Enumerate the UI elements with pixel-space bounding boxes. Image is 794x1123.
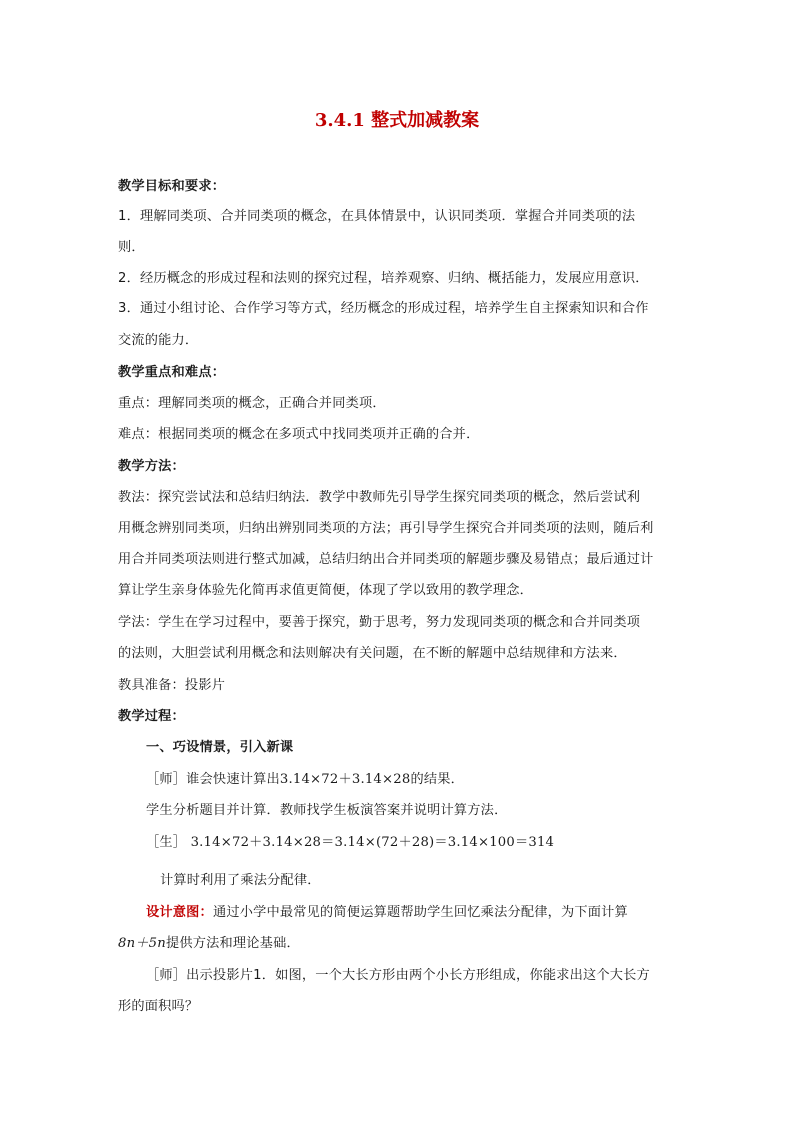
design-intent-text-2: 提供方法和理论基础． bbox=[165, 936, 300, 951]
design-intent-text: 通过小学中最常见的简便运算题帮助学生回忆乘法分配律，为下面计算 bbox=[212, 905, 628, 920]
section-heading-method: 教学方法： bbox=[118, 459, 185, 474]
distributive-note: 计算时利用了乘法分配律． bbox=[160, 873, 321, 888]
learning-method-line-2: 的法则，大胆尝试利用概念和法则解决有关问题，在不断的解题中总结规律和方法来． bbox=[118, 646, 627, 661]
teacher-question-suffix: 的结果． bbox=[410, 772, 465, 787]
student-answer bbox=[146, 834, 706, 852]
slide-question-line-1: ［师］出示投影片1．如图，一个大长方形由两个小长方形组成，你能求出这个大长方 bbox=[146, 968, 650, 983]
key-point: 重点：理解同类项的概念，正确合并同类项． bbox=[118, 396, 386, 411]
slide-question-line-2: 形的面积吗？ bbox=[118, 999, 199, 1014]
goal-2: 2．经历概念的形成过程和法则的探究过程，培养观察、归纳、概括能力，发展应用意识． bbox=[118, 271, 649, 286]
student-answer-expression: 3.14×72＋3.14×28＝3.14×(72＋28)＝3.14×100＝314 bbox=[190, 835, 555, 850]
step-1-heading: 一、巧设情景，引入新课 bbox=[146, 740, 294, 755]
document-title: 3.4.1 整式加减教案 bbox=[314, 110, 480, 131]
student-analysis: 学生分析题目并计算．教师找学生板演答案并说明计算方法． bbox=[146, 803, 508, 818]
design-intent-label: 设计意图： bbox=[146, 905, 213, 920]
teaching-method-line-4: 算让学生亲身体验先化简再求值更简便，体现了学以致用的教学理念． bbox=[118, 583, 534, 598]
learning-method-line-1: 学法：学生在学习过程中，要善于探究，勤于思考，努力发现同类项的概念和合并同类项 bbox=[118, 615, 641, 630]
goal-1-line-1: 1．理解同类项、合并同类项的概念，在具体情景中，认识同类项．掌握合并同类项的法 bbox=[118, 209, 636, 224]
goal-3-line-2: 交流的能力． bbox=[118, 333, 199, 348]
section-heading-key-points: 教学重点和难点： bbox=[118, 365, 226, 380]
teaching-method-line-2: 用概念辨别同类项，归纳出辨别同类项的方法；再引导学生探究合并同类项的法则，随后利 bbox=[118, 521, 654, 536]
design-intent bbox=[146, 904, 706, 922]
teaching-tools: 教具准备：投影片 bbox=[118, 678, 226, 693]
teacher-question-expression: 3.14×72＋3.14×28 bbox=[279, 772, 411, 787]
goal-1-line-2: 则． bbox=[118, 240, 145, 255]
section-heading-goals: 教学目标和要求： bbox=[118, 179, 226, 194]
teacher-question-prefix: ［师］谁会快速计算出 bbox=[146, 772, 280, 787]
teacher-question bbox=[146, 771, 706, 789]
section-heading-process: 教学过程： bbox=[118, 709, 185, 724]
teaching-method-line-1: 教法：探究尝试法和总结归纳法．教学中教师先引导学生探究同类项的概念，然后尝试利 bbox=[118, 490, 641, 505]
teaching-method-line-3: 用合并同类项法则进行整式加减，总结归纳出合并同类项的解题步骤及易错点；最后通过计 bbox=[118, 552, 654, 567]
design-intent-line-2 bbox=[118, 935, 678, 953]
student-label: ［生］ bbox=[146, 835, 187, 850]
design-intent-expression: 8n＋5n bbox=[118, 936, 166, 951]
difficult-point: 难点：根据同类项的概念在多项式中找同类项并正确的合并． bbox=[118, 427, 480, 442]
goal-3-line-1: 3．通过小组讨论、合作学习等方式，经历概念的形成过程，培养学生自主探索知识和合作 bbox=[118, 301, 649, 316]
